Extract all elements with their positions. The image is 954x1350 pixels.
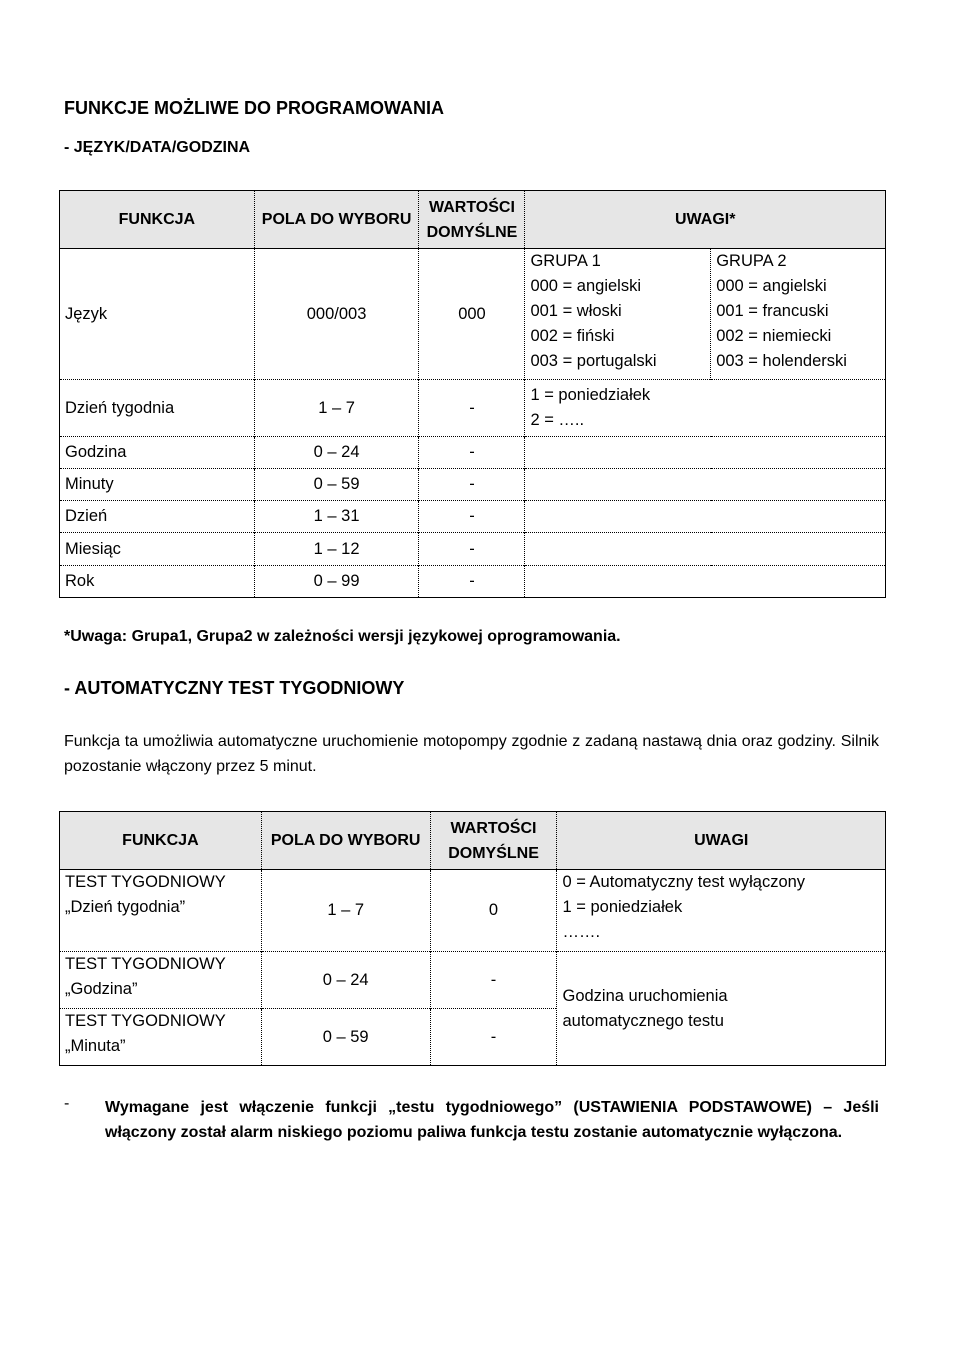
grupa2-line: 001 = francuski (716, 302, 829, 320)
cell-funkcja (60, 870, 262, 952)
cell-pola: 000/003 (254, 249, 419, 380)
grupa2-line: 003 = holenderski (716, 352, 847, 370)
weekly-test-description: Funkcja ta umożliwia automatyczne uruchomienie motopompy zgodnie z zadaną nastawą dnia oraz godziny. Silnik pozostanie włączony przez 5 minut. (64, 733, 879, 775)
header-pola: POLA DO WYBORU (254, 191, 419, 249)
grupa2-line: GRUPA 2 (716, 252, 787, 270)
funkcja-line: „Godzina” (65, 980, 138, 998)
cell-funkcja (60, 1009, 262, 1066)
cell-uwagi (525, 566, 886, 598)
uwagi-line: 1 = poniedziałek (562, 898, 683, 916)
table-row (60, 533, 886, 566)
table-header-row (60, 812, 886, 870)
header-funkcja: FUNKCJA (60, 812, 262, 870)
header-uwagi: UWAGI* (525, 191, 886, 249)
table-row (60, 249, 886, 380)
grupa1-line: 001 = włoski (530, 302, 622, 320)
cell-domyslne: - (419, 380, 525, 437)
table-row (60, 952, 886, 1009)
cell-funkcja: Miesiąc (65, 539, 121, 558)
cell-funkcja: Dzień tygodnia (65, 398, 175, 417)
table-header-row (60, 191, 886, 249)
cell-uwagi (557, 870, 886, 952)
cell-funkcja: Minuty (65, 475, 114, 493)
cell-pola: 0 – 24 (261, 952, 430, 1009)
cell-uwagi-merged (557, 952, 886, 1066)
cell-uwagi (525, 469, 886, 501)
table-row (60, 870, 886, 952)
cell-pola: 1 – 7 (261, 870, 430, 952)
cell-domyslne: - (419, 501, 525, 533)
uwagi-line: automatycznego testu (562, 1011, 724, 1030)
funkcja-line: TEST TYGODNIOWY (65, 955, 226, 973)
funkcja-line: TEST TYGODNIOWY (65, 873, 226, 891)
cell-funkcja (60, 952, 262, 1009)
table-row (60, 469, 886, 501)
header-domyslne: WARTOŚCI DOMYŚLNE (430, 812, 557, 870)
grupa1-line: GRUPA 1 (530, 252, 601, 270)
cell-domyslne: 000 (419, 249, 525, 380)
grupa2-line: 000 = angielski (716, 277, 827, 295)
cell-funkcja: Godzina (65, 443, 127, 461)
uwagi-line: ……. (562, 923, 601, 941)
cell-pola: 0 – 24 (254, 437, 419, 469)
cell-domyslne: 0 (430, 870, 557, 952)
bullet-dash: - (64, 1095, 70, 1112)
grupa1-line: 002 = fiński (530, 327, 615, 345)
uwagi-line: 1 = poniedziałek (530, 386, 651, 404)
header-funkcja: FUNKCJA (60, 191, 255, 249)
cell-domyslne: - (419, 437, 525, 469)
cell-funkcja: Język (65, 304, 108, 323)
cell-pola: 0 – 99 (254, 566, 419, 598)
uwagi-line: 0 = Automatyczny test wyłączony (562, 873, 806, 891)
cell-pola: 1 – 7 (254, 380, 419, 437)
grupa2-line: 002 = niemiecki (716, 327, 832, 345)
table-row (60, 566, 886, 598)
header-domyslne: WARTOŚCI DOMYŚLNE (419, 191, 525, 249)
uwagi-line: Godzina uruchomienia (562, 986, 728, 1005)
header-uwagi: UWAGI (557, 812, 886, 870)
header-pola: POLA DO WYBORU (261, 812, 430, 870)
cell-uwagi (525, 437, 886, 469)
table-row (60, 380, 886, 437)
cell-funkcja: Dzień (65, 507, 108, 525)
cell-uwagi (525, 380, 886, 437)
language-date-time-table (59, 190, 886, 598)
cell-domyslne: - (430, 1009, 557, 1066)
funkcja-line: „Minuta” (65, 1037, 126, 1055)
table-row (60, 501, 886, 533)
weekly-test-requirement-note: Wymagane jest włączenie funkcji „testu tygodniowego” (USTAWIENIA PODSTAWOWE) – Jeśli włączony został alarm niskiego poziomu paliwa funkcja testu zostanie automatycznie wyłączona. (105, 1099, 879, 1141)
weekly-test-table (59, 811, 886, 1066)
funkcja-line: „Dzień tygodnia” (65, 898, 186, 916)
grupa1-line: 003 = portugalski (530, 352, 657, 370)
section-heading-weekly-test: - AUTOMATYCZNY TEST TYGODNIOWY (64, 678, 405, 698)
grupa1-line: 000 = angielski (530, 277, 641, 295)
cell-domyslne: - (430, 952, 557, 1009)
cell-funkcja: Rok (65, 572, 95, 590)
funkcja-line: TEST TYGODNIOWY (65, 1012, 226, 1030)
page-title: FUNKCJE MOŻLIWE DO PROGRAMOWANIA (64, 98, 444, 118)
cell-domyslne: - (419, 566, 525, 598)
cell-grupa1 (525, 249, 711, 380)
section-heading-language-date-time: - JĘZYK/DATA/GODZINA (64, 139, 251, 156)
cell-domyslne: - (419, 469, 525, 501)
uwagi-line: 2 = ….. (530, 411, 585, 429)
cell-pola: 0 – 59 (254, 469, 419, 501)
cell-pola: 0 – 59 (261, 1009, 430, 1066)
table-row (60, 437, 886, 469)
cell-pola: 1 – 31 (254, 501, 419, 533)
language-group-note: *Uwaga: Grupa1, Grupa2 w zależności wersji językowej oprogramowania. (64, 628, 621, 645)
cell-uwagi (525, 501, 886, 533)
cell-grupa2 (711, 249, 886, 380)
cell-uwagi (525, 533, 886, 566)
cell-pola: 1 – 12 (254, 533, 419, 566)
cell-domyslne: - (419, 533, 525, 566)
